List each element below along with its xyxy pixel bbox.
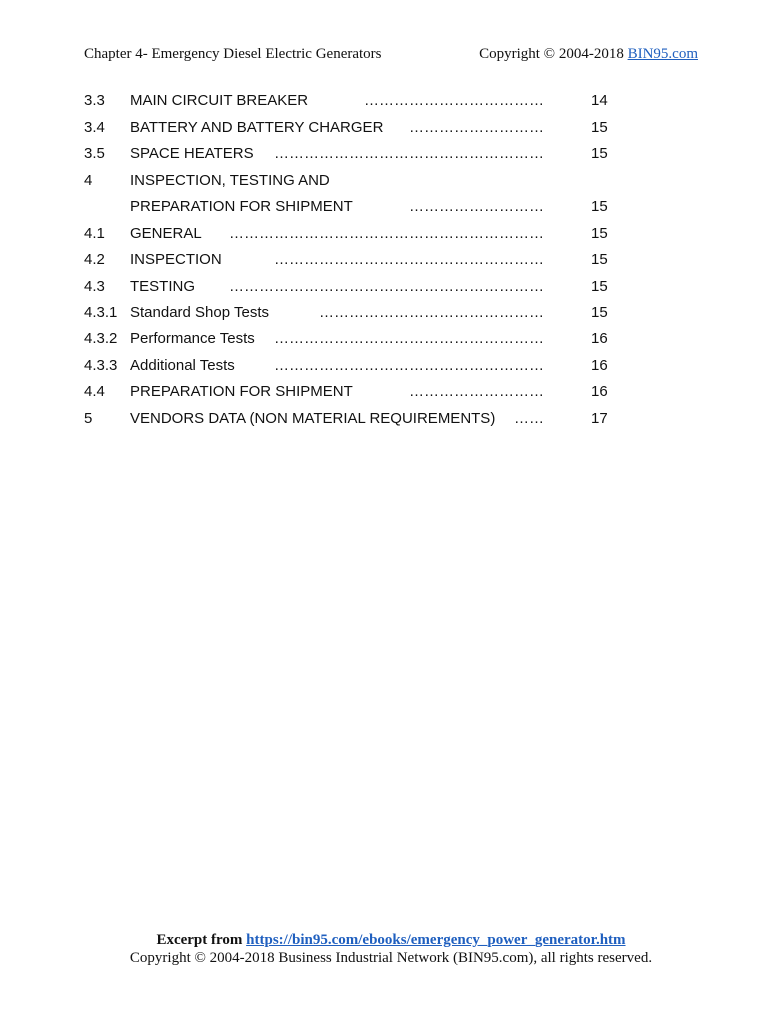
header-copyright-text: Copyright © 2004-2018	[479, 46, 628, 62]
toc-leader-dots: ………………………………………………	[274, 145, 544, 162]
toc-title: BATTERY AND BATTERY CHARGER	[130, 119, 384, 136]
toc-page-number: 16	[591, 357, 608, 374]
toc-row[interactable]	[84, 304, 624, 326]
toc-row[interactable]	[84, 251, 624, 273]
toc-row[interactable]	[84, 92, 624, 114]
toc-number: 4.2	[84, 251, 105, 268]
toc-page-number: 15	[591, 119, 608, 136]
toc-page-number: 16	[591, 383, 608, 400]
toc-title: MAIN CIRCUIT BREAKER	[130, 92, 309, 109]
toc-row[interactable]	[84, 225, 624, 247]
toc-page-number: 17	[591, 410, 608, 427]
toc-title: Standard Shop Tests	[130, 304, 269, 321]
toc-row[interactable]	[84, 330, 624, 352]
toc-number: 3.4	[84, 119, 105, 136]
header-chapter-title: Chapter 4- Emergency Diesel Electric Generators	[84, 46, 382, 62]
toc-number: 4	[84, 172, 93, 189]
toc-page-number: 15	[591, 198, 608, 215]
toc-row[interactable]	[84, 383, 624, 405]
toc-number: 5	[84, 410, 93, 427]
toc-title: TESTING	[130, 278, 196, 295]
toc-number: 4.3.3	[84, 357, 118, 374]
toc-title: PREPARATION FOR SHIPMENT	[130, 383, 353, 400]
toc-row[interactable]	[84, 410, 624, 432]
toc-leader-dots: ………………………	[409, 383, 544, 400]
toc-leader-dots: ………………………	[409, 198, 544, 215]
toc-page-number: 15	[591, 278, 608, 295]
toc-row[interactable]	[84, 357, 624, 379]
toc-title: INSPECTION	[130, 251, 222, 268]
toc-leader-dots: ………………………………………………	[274, 357, 544, 374]
toc-title: PREPARATION FOR SHIPMENT	[130, 198, 353, 215]
toc-leader-dots: ………………………………………………………	[229, 278, 544, 295]
toc-leader-dots: ………………………………………	[319, 304, 544, 321]
toc-row[interactable]	[84, 278, 624, 300]
footer-excerpt-label: Excerpt from	[156, 932, 247, 948]
toc-number: 4.3.2	[84, 330, 118, 347]
toc-page-number: 14	[591, 92, 608, 109]
footer-ebook-link[interactable]: https://bin95.com/ebooks/emergency_power_generator.htm	[246, 932, 626, 948]
header-bin95-link[interactable]: BIN95.com	[627, 46, 698, 62]
toc-page-number: 15	[591, 304, 608, 321]
toc-page-number: 15	[591, 251, 608, 268]
toc-row[interactable]	[84, 119, 624, 141]
toc-title: Additional Tests	[130, 357, 235, 374]
toc-title: VENDORS DATA (NON MATERIAL REQUIREMENTS)	[130, 410, 496, 427]
toc-title: Performance Tests	[130, 330, 255, 347]
toc-row[interactable]	[84, 145, 624, 167]
toc-title: GENERAL	[130, 225, 202, 242]
toc-number: 4.1	[84, 225, 105, 242]
toc-number: 3.5	[84, 145, 105, 162]
toc-leader-dots: ………………………	[409, 119, 544, 136]
toc-leader-dots: ………………………………………………………	[229, 225, 544, 242]
toc-row[interactable]	[84, 198, 624, 220]
toc-number: 4.3	[84, 278, 105, 295]
toc-leader-dots: ………………………………………………	[274, 251, 544, 268]
footer-excerpt-line	[0, 932, 782, 949]
toc-title: SPACE HEATERS	[130, 145, 254, 162]
toc-leader-dots: ………………………………	[364, 92, 544, 109]
toc-row[interactable]	[84, 172, 624, 194]
toc-page-number: 16	[591, 330, 608, 347]
toc-page-number: 15	[591, 145, 608, 162]
toc-title: INSPECTION, TESTING AND	[130, 172, 330, 189]
toc-page-number: 15	[591, 225, 608, 242]
footer-copyright: Copyright © 2004-2018 Business Industrial Network (BIN95.com), all rights reserved.	[129, 950, 653, 966]
toc-leader-dots: ………………………………………………	[274, 330, 544, 347]
toc-number: 3.3	[84, 92, 105, 109]
toc-number: 4.3.1	[84, 304, 118, 321]
toc-number: 4.4	[84, 383, 105, 400]
header-copyright	[479, 46, 698, 63]
toc-leader-dots: ……	[514, 410, 544, 427]
